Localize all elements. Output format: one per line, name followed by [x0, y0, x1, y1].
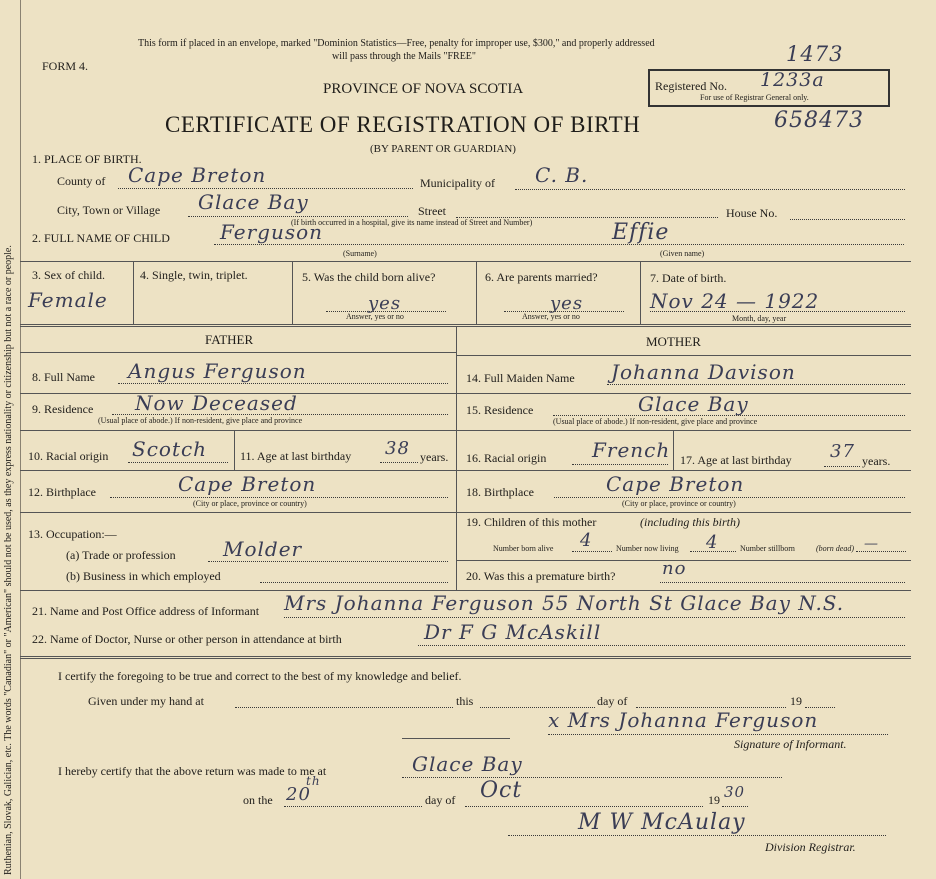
on-the-label: on the [243, 793, 273, 807]
mother-age-label: 17. Age at last birthday [680, 453, 792, 467]
father-residence-label: 9. Residence [32, 402, 94, 416]
sex-value: Female [28, 288, 108, 312]
father-heading: FATHER [205, 332, 254, 347]
day-of-label: day of [597, 694, 628, 708]
registered-label: Registered No. [655, 79, 727, 93]
born-alive-label: 5. Was the child born alive? [302, 270, 436, 284]
born-alive-value: yes [368, 293, 402, 314]
municipality-value: C. B. [535, 163, 589, 187]
county-value: Cape Breton [128, 163, 267, 187]
child-name-label: 2. FULL NAME OF CHILD [32, 231, 170, 245]
year2-value: 30 [724, 783, 746, 801]
trade-label: (a) Trade or profession [66, 548, 176, 562]
mother-name-value: Johanna Davison [611, 360, 796, 384]
registrar-signature: M W McAulay [578, 810, 746, 835]
province-title: PROVINCE OF NOVA SCOTIA [323, 81, 524, 97]
mother-name-label: 14. Full Maiden Name [466, 371, 575, 385]
city-label: City, Town or Village [57, 203, 161, 217]
born-alive-note: Answer, yes or no [346, 312, 404, 321]
surname-note: (Surname) [343, 249, 377, 258]
mother-birthplace-note: (City or place, province or country) [622, 499, 736, 508]
year2-prefix: 19 [708, 793, 720, 807]
now-living-label: Number now living [616, 544, 679, 553]
house-label: House No. [726, 206, 778, 220]
mother-heading: MOTHER [646, 334, 701, 349]
dob-label: 7. Date of birth. [650, 271, 727, 285]
month-value: Oct [480, 778, 523, 803]
doctor-value: Dr F G McAskill [424, 620, 602, 644]
registrar-use-note: For use of Registrar General only. [700, 93, 809, 102]
registrar-signature-label: Division Registrar. [765, 840, 856, 854]
informant-signature-label: Signature of Informant. [734, 737, 847, 751]
this-label: this [456, 694, 474, 708]
father-name-value: Angus Ferguson [128, 359, 307, 383]
father-racial-label: 10. Racial origin [28, 449, 109, 463]
mother-age-value: 37 [830, 441, 855, 462]
registered-overwrite: 1473 [786, 42, 844, 66]
sex-label: 3. Sex of child. [32, 268, 105, 282]
mother-residence-note: (Usual place of abode.) If non-resident, give place and province [553, 417, 758, 426]
father-age-label: 11. Age at last birthday [240, 449, 352, 463]
business-label: (b) Business in which employed [66, 569, 221, 583]
plurality-label: 4. Single, twin, triplet. [140, 268, 248, 282]
day-of-label-2: day of [425, 793, 456, 807]
mother-residence-label: 15. Residence [466, 403, 534, 417]
registered-box [648, 69, 890, 107]
mother-years: years. [862, 454, 891, 468]
father-age-value: 38 [385, 438, 410, 459]
hospital-note: (If birth occurred in a hospital, give its name instead of Street and Number) [291, 218, 533, 227]
certificate-title: CERTIFICATE OF REGISTRATION OF BIRTH [165, 112, 641, 137]
mother-birthplace-value: Cape Breton [606, 472, 745, 496]
occupation-label: 13. Occupation:— [28, 527, 117, 541]
married-label: 6. Are parents married? [485, 270, 598, 284]
father-residence-note: (Usual place of abode.) If non-resident, give place and province [98, 416, 303, 425]
informant-value: Mrs Johanna Ferguson 55 North St Glace Bay N.S. [284, 591, 845, 615]
on-the-value: 20 [286, 784, 311, 805]
informant-signature: x Mrs Johanna Ferguson [548, 708, 819, 732]
certificate-subtitle: (BY PARENT OR GUARDIAN) [370, 143, 516, 155]
envelope-note-1: This form if placed in an envelope, marked "Dominion Statistics—Free, penalty for improper use, $300," and properly addressed [138, 38, 655, 49]
return-place: Glace Bay [412, 752, 523, 776]
given-under-label: Given under my hand at [88, 694, 204, 708]
stillborn-count: — [864, 536, 879, 552]
stillborn-note: (born dead) [816, 544, 854, 553]
informant-label: 21. Name and Post Office address of Informant [32, 604, 260, 618]
envelope-note-2: will pass through the Mails "FREE" [332, 51, 476, 62]
street-label: Street [418, 204, 446, 218]
child-given-name: Effie [612, 220, 670, 245]
on-the-suffix: th [306, 774, 321, 788]
dob-note: Month, day, year [732, 314, 787, 323]
father-residence-value: Now Deceased [135, 391, 298, 415]
father-birthplace-value: Cape Breton [178, 472, 317, 496]
county-label: County of [57, 174, 106, 188]
married-value: yes [550, 293, 584, 314]
year-prefix: 19 [790, 694, 802, 708]
father-birthplace-note: (City or place, province or country) [193, 499, 307, 508]
dob-value: Nov 24 — 1922 [650, 289, 820, 313]
certify-statement: I certify the foregoing to be true and correct to the best of my knowledge and belief. [58, 669, 462, 683]
place-of-birth-label: 1. PLACE OF BIRTH. [32, 152, 142, 166]
father-birthplace-label: 12. Birthplace [28, 485, 96, 499]
municipality-label: Municipality of [420, 176, 495, 190]
father-racial-value: Scotch [132, 437, 208, 461]
doctor-label: 22. Name of Doctor, Nurse or other person in attendance at birth [32, 632, 342, 646]
city-value: Glace Bay [198, 190, 309, 214]
children-note: (including this birth) [640, 515, 740, 529]
married-note: Answer, yes or no [522, 312, 580, 321]
premature-label: 20. Was this a premature birth? [466, 569, 616, 583]
trade-value: Molder [223, 537, 303, 561]
father-years: years. [420, 450, 449, 464]
father-name-label: 8. Full Name [32, 370, 95, 384]
form-number: FORM 4. [42, 59, 89, 73]
stillborn-label: Number stillborn [740, 544, 795, 553]
given-note: (Given name) [660, 249, 705, 258]
mother-racial-value: French [592, 438, 671, 462]
premature-value: no [662, 558, 687, 579]
registered-value: 1233a [760, 69, 825, 91]
return-label: I hereby certify that the above return was made to me at [58, 764, 327, 778]
now-living-count: 4 [706, 532, 719, 553]
born-alive-count-label: Number born alive [493, 544, 554, 553]
mother-racial-label: 16. Racial origin [466, 451, 547, 465]
born-alive-count: 4 [580, 530, 593, 551]
certificate-number: 658473 [774, 108, 864, 133]
mother-residence-value: Glace Bay [638, 392, 749, 416]
children-label: 19. Children of this mother [466, 515, 597, 529]
margin-note: Ruthenian, Slovak, Galician, etc. The words "Canadian" or "American" should not be used, as they express nationality or citizenship but not a race or people. [3, 245, 14, 875]
mother-birthplace-label: 18. Birthplace [466, 485, 534, 499]
child-surname: Ferguson [220, 220, 324, 244]
